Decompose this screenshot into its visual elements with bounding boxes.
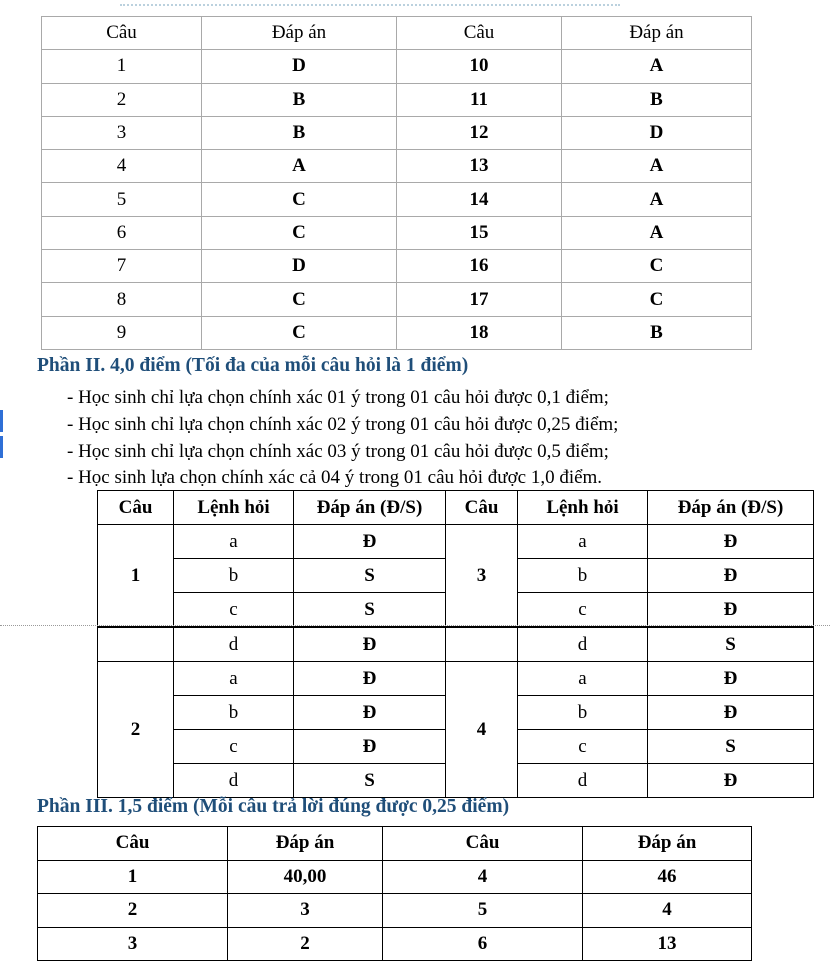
question-number: 5 bbox=[383, 894, 583, 928]
part3-answer-table bbox=[37, 826, 752, 961]
true-false-answer: S bbox=[648, 627, 814, 662]
answer-cell: B bbox=[562, 83, 752, 116]
answer-cell: 40,00 bbox=[228, 860, 383, 894]
true-false-answer: Đ bbox=[648, 593, 814, 628]
scoring-rule: - Học sinh chỉ lựa chọn chính xác 01 ý trong 01 câu hỏi được 0,1 điểm; bbox=[67, 387, 609, 408]
true-false-answer: S bbox=[294, 559, 446, 593]
answer-cell: C bbox=[202, 316, 397, 349]
answer-cell: 13 bbox=[583, 927, 752, 961]
statement-letter: b bbox=[174, 696, 294, 730]
header-cell: Câu bbox=[98, 491, 174, 525]
table-row bbox=[98, 627, 814, 662]
true-false-answer: Đ bbox=[294, 696, 446, 730]
answer-cell: A bbox=[562, 216, 752, 249]
statement-letter: b bbox=[518, 696, 648, 730]
question-number: 4 bbox=[446, 662, 518, 798]
table-row bbox=[42, 216, 752, 249]
question-number: 5 bbox=[42, 183, 202, 216]
statement-letter: a bbox=[174, 525, 294, 559]
answer-cell: 4 bbox=[583, 894, 752, 928]
answer-cell: A bbox=[562, 150, 752, 183]
question-number: 4 bbox=[42, 150, 202, 183]
statement-letter: d bbox=[174, 764, 294, 798]
answer-cell: B bbox=[202, 116, 397, 149]
answer-cell: C bbox=[562, 250, 752, 283]
part2-true-false-table bbox=[97, 490, 814, 798]
statement-letter: c bbox=[518, 730, 648, 764]
table-row bbox=[42, 183, 752, 216]
question-number: 3 bbox=[446, 525, 518, 628]
question-number: 17 bbox=[397, 283, 562, 316]
header-cell: Câu bbox=[446, 491, 518, 525]
true-false-answer: Đ bbox=[648, 559, 814, 593]
question-number: 7 bbox=[42, 250, 202, 283]
answer-cell: 2 bbox=[228, 927, 383, 961]
part3-heading: Phần III. 1,5 điểm (Mỗi câu trả lời đúng được 0,25 điểm) bbox=[37, 796, 510, 817]
page-break-line bbox=[0, 625, 830, 626]
table-row bbox=[42, 316, 752, 349]
question-number: 8 bbox=[42, 283, 202, 316]
question-number: 10 bbox=[397, 50, 562, 83]
table-row bbox=[98, 525, 814, 559]
true-false-answer: S bbox=[294, 764, 446, 798]
answer-cell: C bbox=[202, 283, 397, 316]
header-cell: Đáp án (Đ/S) bbox=[648, 491, 814, 525]
answer-cell: A bbox=[202, 150, 397, 183]
part1-answer-table bbox=[41, 16, 752, 350]
header-cell: Đáp án bbox=[562, 17, 752, 50]
answer-cell: 3 bbox=[228, 894, 383, 928]
question-number: 2 bbox=[42, 83, 202, 116]
true-false-answer: S bbox=[648, 730, 814, 764]
question-number: 3 bbox=[38, 927, 228, 961]
header-cell: Lệnh hỏi bbox=[518, 491, 648, 525]
statement-letter: a bbox=[518, 525, 648, 559]
true-false-answer: Đ bbox=[294, 730, 446, 764]
question-number: 15 bbox=[397, 216, 562, 249]
question-number: 14 bbox=[397, 183, 562, 216]
true-false-answer: Đ bbox=[648, 764, 814, 798]
question-number: 2 bbox=[98, 662, 174, 798]
table-header-row bbox=[38, 827, 752, 861]
table-row bbox=[38, 860, 752, 894]
question-number: 1 bbox=[38, 860, 228, 894]
question-number: 16 bbox=[397, 250, 562, 283]
header-cell: Đáp án bbox=[202, 17, 397, 50]
statement-letter: a bbox=[518, 662, 648, 696]
change-bar-marker bbox=[0, 436, 3, 458]
scoring-rule: - Học sinh chỉ lựa chọn chính xác 02 ý trong 01 câu hỏi được 0,25 điểm; bbox=[67, 414, 619, 435]
true-false-answer: Đ bbox=[294, 525, 446, 559]
question-number: 1 bbox=[98, 525, 174, 628]
statement-letter: a bbox=[174, 662, 294, 696]
question-number: 1 bbox=[42, 50, 202, 83]
scoring-rule: - Học sinh chỉ lựa chọn chính xác 03 ý trong 01 câu hỏi được 0,5 điểm; bbox=[67, 441, 609, 462]
question-number: 3 bbox=[42, 116, 202, 149]
answer-cell: 46 bbox=[583, 860, 752, 894]
table-row bbox=[42, 283, 752, 316]
answer-cell: B bbox=[562, 316, 752, 349]
header-cell: Đáp án (Đ/S) bbox=[294, 491, 446, 525]
question-number: 6 bbox=[42, 216, 202, 249]
question-number: 18 bbox=[397, 316, 562, 349]
statement-letter: c bbox=[518, 593, 648, 628]
true-false-answer: Đ bbox=[648, 696, 814, 730]
true-false-answer: Đ bbox=[648, 525, 814, 559]
header-cell: Câu bbox=[397, 17, 562, 50]
statement-letter: d bbox=[518, 764, 648, 798]
true-false-answer: Đ bbox=[648, 662, 814, 696]
question-number: 12 bbox=[397, 116, 562, 149]
table-header-row bbox=[98, 491, 814, 525]
true-false-answer: Đ bbox=[294, 627, 446, 662]
answer-cell: D bbox=[202, 50, 397, 83]
statement-letter: d bbox=[174, 627, 294, 662]
statement-letter: b bbox=[518, 559, 648, 593]
answer-cell: A bbox=[562, 183, 752, 216]
answer-cell: D bbox=[202, 250, 397, 283]
answer-cell: D bbox=[562, 116, 752, 149]
statement-letter: b bbox=[174, 559, 294, 593]
table-header-row bbox=[42, 17, 752, 50]
empty-cell bbox=[446, 627, 518, 662]
empty-cell bbox=[98, 627, 174, 662]
faded-header-line bbox=[120, 4, 620, 8]
question-number: 11 bbox=[397, 83, 562, 116]
table-row bbox=[42, 250, 752, 283]
true-false-answer: S bbox=[294, 593, 446, 628]
table-row bbox=[38, 927, 752, 961]
table-row bbox=[42, 83, 752, 116]
table-row bbox=[42, 116, 752, 149]
scoring-rule: - Học sinh lựa chọn chính xác cả 04 ý trong 01 câu hỏi được 1,0 điểm. bbox=[67, 467, 603, 488]
answer-cell: B bbox=[202, 83, 397, 116]
question-number: 2 bbox=[38, 894, 228, 928]
statement-letter: c bbox=[174, 730, 294, 764]
header-cell: Đáp án bbox=[583, 827, 752, 861]
true-false-answer: Đ bbox=[294, 662, 446, 696]
table-row bbox=[98, 662, 814, 696]
statement-letter: d bbox=[518, 627, 648, 662]
table-row bbox=[42, 150, 752, 183]
table-row bbox=[38, 894, 752, 928]
answer-cell: A bbox=[562, 50, 752, 83]
question-number: 9 bbox=[42, 316, 202, 349]
table-row bbox=[42, 50, 752, 83]
question-number: 13 bbox=[397, 150, 562, 183]
header-cell: Câu bbox=[383, 827, 583, 861]
answer-cell: C bbox=[562, 283, 752, 316]
header-cell: Câu bbox=[38, 827, 228, 861]
answer-cell: C bbox=[202, 183, 397, 216]
header-cell: Lệnh hỏi bbox=[174, 491, 294, 525]
question-number: 4 bbox=[383, 860, 583, 894]
part2-heading: Phần II. 4,0 điểm (Tối đa của mỗi câu hỏi là 1 điểm) bbox=[37, 355, 469, 376]
statement-letter: c bbox=[174, 593, 294, 628]
header-cell: Câu bbox=[42, 17, 202, 50]
answer-cell: C bbox=[202, 216, 397, 249]
question-number: 6 bbox=[383, 927, 583, 961]
header-cell: Đáp án bbox=[228, 827, 383, 861]
change-bar-marker bbox=[0, 410, 3, 432]
